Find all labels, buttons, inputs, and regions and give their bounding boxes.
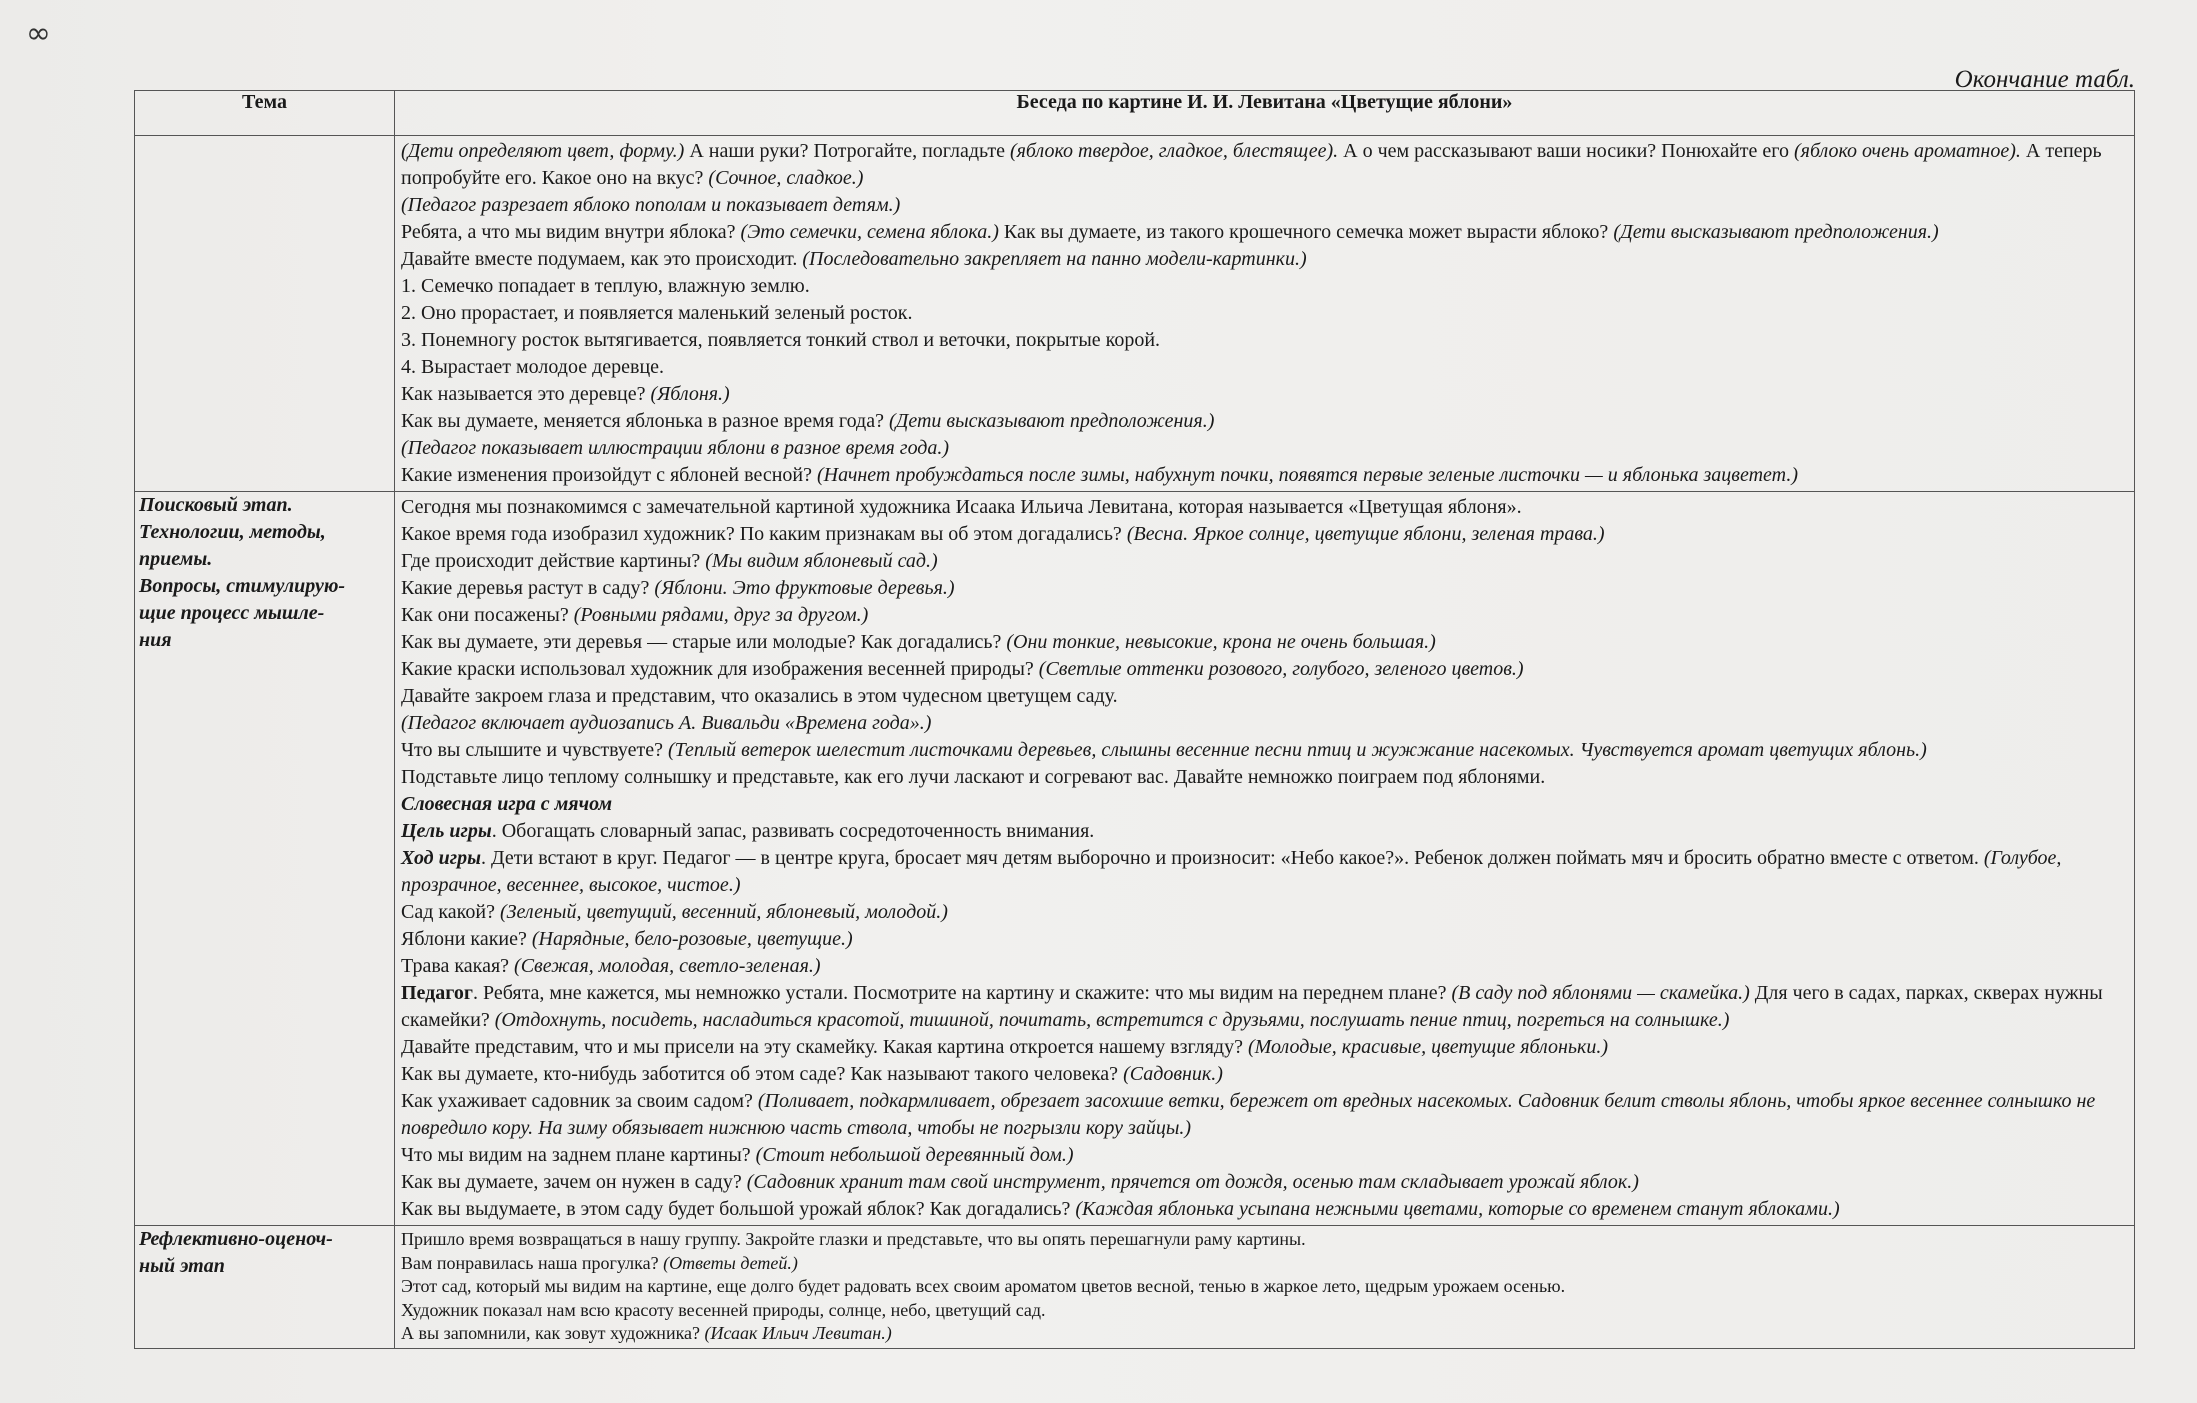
text-line: Какое время года изобразил художник? По каким признакам вы об этом догадались? (Весна. Яркое солнце, цветущие яблони, зеленая трава.) (401, 523, 1605, 545)
text-line: Цель игры. Обогащать словарный запас, развивать сосредоточенность внимания. (401, 820, 1095, 842)
text-line: Давайте вместе подумаем, как это происходит. (Последовательно закрепляет на панно модели-картинки.) (401, 248, 1307, 270)
infinity-icon: ∞ (26, 16, 51, 51)
text-line: Как они посажены? (Ровными рядами, друг за другом.) (401, 604, 869, 626)
text-line: Как вы выдумаете, в этом саду будет большой урожай яблок? Как догадались? (Каждая яблонька усыпана нежными цветами, которые со временем станут яблоками.) (401, 1198, 1840, 1220)
text-line: Как вы думаете, зачем он нужен в саду? (Садовник хранит там свой инструмент, прячется от дождя, осенью там складывает урожай яблок.) (401, 1171, 1639, 1193)
text-line: 4. Вырастает молодое деревце. (401, 356, 665, 378)
content-cell-reflective (395, 1226, 2135, 1349)
text-line: Как вы думаете, эти деревья — старые или молодые? Как догадались? (Они тонкие, невысокие, крона не очень большая.) (401, 631, 1436, 653)
text-line: Педагог. Ребята, мне кажется, мы немножко устали. Посмотрите на картину и скажите: что мы видим на переднем плане? (В саду под яблонями — скамейка.) Для чего в садах, парках, скверах нужны скамейки? (Отдохнуть, посидеть, насладиться красотой, тишиной, почитать, встретится с друзьями, послушать пение птиц, погреться на солнышке.) (401, 982, 2103, 1031)
table-caption: Окончание табл. (1954, 66, 2135, 93)
text-line: (Педагог разрезает яблоко пополам и показывает детям.) (401, 194, 901, 216)
text-line: Как называется это деревце? (Яблоня.) (401, 383, 730, 405)
content-cell-search (395, 492, 2135, 1226)
text-line: Пришло время возвращаться в нашу группу. Закройте глазки и представьте, что вы опять перешагнули раму картины. (401, 1229, 1306, 1249)
text-line: 1. Семечко попадает в теплую, влажную землю. (401, 275, 810, 297)
header-theme: Тема (135, 91, 395, 136)
text-line: Какие изменения произойдут с яблоней весной? (Начнет пробуждаться после зимы, набухнут почки, появятся первые зеленые листочки — и яблонька зацветет.) (401, 464, 1798, 486)
table-header-row (135, 91, 2135, 136)
text-line: Давайте представим, что и мы присели на эту скамейку. Какая картина откроется нашему взгляду? (Молодые, красивые, цветущие яблоньки.) (401, 1036, 1609, 1058)
text-line: Что мы видим на заднем плане картины? (Стоит небольшой деревянный дом.) (401, 1144, 1074, 1166)
text-line: 2. Оно прорастает, и появляется маленький зеленый росток. (401, 302, 913, 324)
text-line: Сегодня мы познакомимся с замечательной картиной художника Исаака Ильича Левитана, которая называется «Цветущая яблоня». (401, 496, 1522, 518)
text-line: Что вы слышите и чувствуете? (Теплый ветерок шелестит листочками деревьев, слышны весенние песни птиц и жужжание насекомых. Чувствуется аромат цветущих яблонь.) (401, 739, 1927, 761)
content-cell-intro (395, 136, 2135, 492)
table-row (135, 1226, 2135, 1349)
text-line: (Педагог показывает иллюстрации яблони в разное время года.) (401, 437, 950, 459)
text-line: (Педагог включает аудиозапись А. Вивальди «Времена года».) (401, 712, 932, 734)
game-title: Словесная игра с мячом (401, 793, 613, 815)
text-line: Как вы думаете, меняется яблонька в разное время года? (Дети высказывают предположения.) (401, 410, 1215, 432)
table-row (135, 492, 2135, 1226)
stage-cell-search: Поисковый этап. Технологии, методы, приемы. Вопросы, стимулирую- щие процесс мышле- ния (135, 492, 395, 1226)
text-line: (Дети определяют цвет, форму.) А наши руки? Потрогайте, погладьте (яблоко твердое, гладкое, блестящее). А о чем рассказывают ваши носики? Понюхайте его (яблоко очень ароматное). А теперь попробуйте его. Какое оно на вкус? (Сочное, сладкое.) (401, 140, 2102, 189)
table-row (135, 136, 2135, 492)
text-line: Какие деревья растут в саду? (Яблони. Это фруктовые деревья.) (401, 577, 955, 599)
text-line: Какие краски использовал художник для изображения весенней природы? (Светлые оттенки розового, голубого, зеленого цветов.) (401, 658, 1524, 680)
text-line: А вы запомнили, как зовут художника? (Исаак Ильич Левитан.) (401, 1323, 892, 1343)
text-line: Как ухаживает садовник за своим садом? (Поливает, подкармливает, обрезает засохшие ветки, бережет от вредных насекомых. Садовник белит стволы яблонь, чтобы яркое весеннее солнышко не повредило кору. На зиму обязывает нижнюю часть ствола, чтобы не погрызли кору зайцы.) (401, 1090, 2096, 1139)
stage-cell-empty (135, 136, 395, 492)
text-line: Ребята, а что мы видим внутри яблока? (Это семечки, семена яблока.) Как вы думаете, из такого крошечного семечка может вырасти яблоко? (Дети высказывают предположения.) (401, 221, 1939, 243)
text-line: Яблони какие? (Нарядные, бело-розовые, цветущие.) (401, 928, 853, 950)
text-line: Трава какая? (Свежая, молодая, светло-зеленая.) (401, 955, 821, 977)
text-line: Вам понравилась наша прогулка? (Ответы детей.) (401, 1252, 798, 1273)
text-line: Подставьте лицо теплому солнышку и представьте, как его лучи ласкают и согревают вас. Давайте немножко поиграем под яблонями. (401, 766, 1546, 788)
header-topic: Беседа по картине И. И. Левитана «Цветущие яблони» (395, 91, 2135, 136)
stage-cell-reflective: Рефлективно-оценоч- ный этап (135, 1226, 395, 1349)
text-line: 3. Понемногу росток вытягивается, появляется тонкий ствол и веточки, покрытые корой. (401, 329, 1161, 351)
text-line: Как вы думаете, кто-нибудь заботится об этом саде? Как называют такого человека? (Садовник.) (401, 1063, 1223, 1085)
text-line: Ход игры. Дети встают в круг. Педагог — в центре круга, бросает мяч детям выборочно и произносит: «Небо какое?». Ребенок должен поймать мяч и бросить обратно вместе с ответом. (Голубое, прозрачное, весеннее, высокое, чистое.) (401, 847, 2062, 896)
text-line: Где происходит действие картины? (Мы видим яблоневый сад.) (401, 550, 938, 572)
text-line: Художник показал нам всю красоту весенней природы, солнце, небо, цветущий сад. (401, 1299, 1046, 1320)
lesson-table (134, 90, 2135, 1349)
text-line: Давайте закроем глаза и представим, что оказались в этом чудесном цветущем саду. (401, 685, 1118, 707)
text-line: Сад какой? (Зеленый, цветущий, весенний, яблоневый, молодой.) (401, 901, 948, 923)
text-line: Этот сад, который мы видим на картине, еще долго будет радовать всех своим ароматом цветов весной, тенью в жаркое лето, щедрым урожаем осенью. (401, 1276, 1566, 1296)
